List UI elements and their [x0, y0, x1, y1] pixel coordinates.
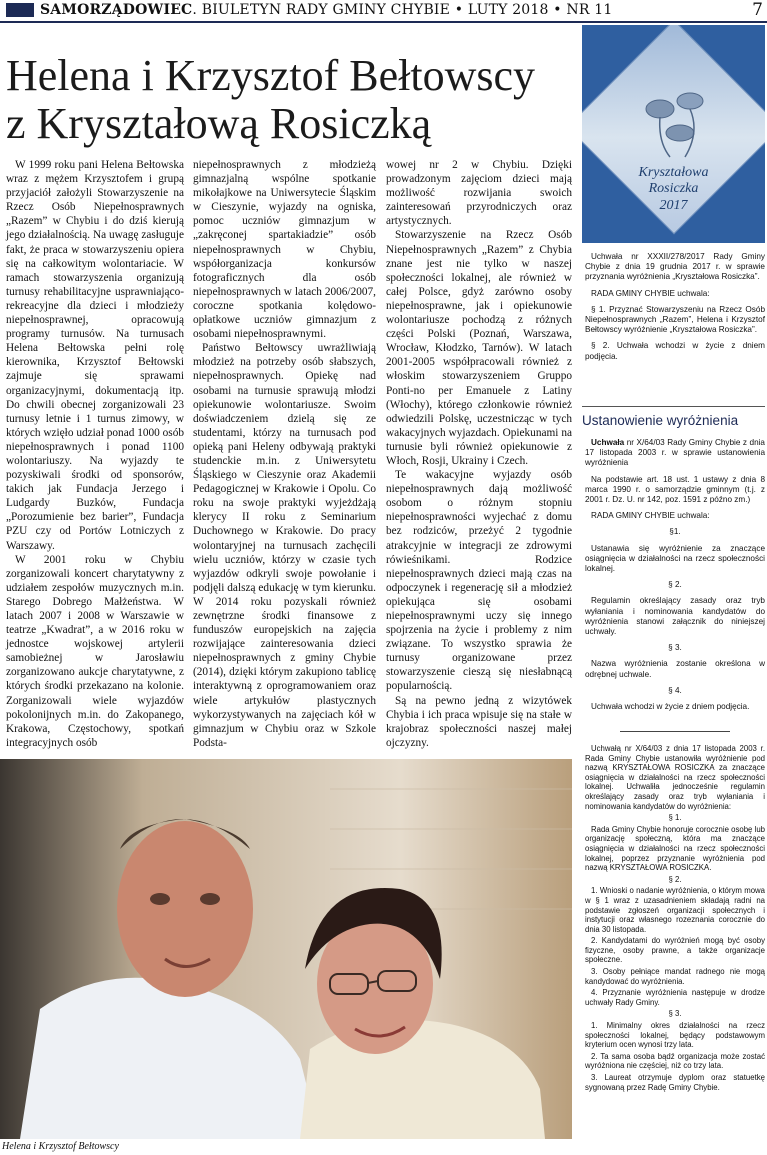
paragraph: niepełnosprawnych z młodzieżą gimnazjalną wspólne spotkanie mikołajkowe na Uniwersytecie Śląskim w Cieszynie, wyjazdy na ogniska, pomoc uczniów gimnazjum w „zakręconej spartakiadzie” osób niepełnosprawnych w Chybiu, współorganizacja konkursów fotograficznych dla osób niepełnosprawnych w latach 2006/2007, coroczne spotkania kolędowo-opłatkowe uczniów gimnazjum z osobami niepełnosprawnymi.: [193, 159, 376, 341]
header-rule: [0, 21, 767, 23]
resolution-council: RADA GMINY CHYBIE uchwala:: [591, 288, 710, 298]
regulations: [585, 744, 765, 1094]
resolution-2017: [585, 252, 765, 368]
section-text: Uchwała wchodzi w życie z dniem podjęcia.: [591, 702, 750, 712]
regulation-text: Rada Gminy Chybie honoruje corocznie osobę lub organizację społeczną, która ma znaczące osiągnięcia w działalności na rzecz społeczności lokalnej, poprzez przyznanie wyróżnienia pod nazwą KRYSZTAŁOWA ROSICZKA.: [585, 824, 765, 873]
section-mark: § 2.: [668, 580, 682, 590]
section-mark: § 1.: [668, 813, 682, 823]
section-mark: § 3.: [668, 1009, 682, 1019]
article-headline: [6, 52, 578, 148]
resolution-intro-bold: Uchwała: [591, 438, 625, 447]
resolution-paragraph: § 1. Przyznać Stowarzyszeniu na Rzecz Osób Niepełnosprawnych „Razem”, Helena i Krzysztof Bełtowscy wyróżnienie „Kryształowa Rosiczka”.: [585, 304, 765, 335]
section-mark: § 3.: [668, 643, 682, 653]
resolution-basis: Na podstawie art. 18 ust. 1 ustawy z dnia 8 marca 1990 r. o samorządzie gminnym (t.j. z 2001 r. Dz. U. nr 142, poz. 1591 z późno zm.): [585, 474, 765, 505]
section-mark: § 4.: [668, 685, 682, 695]
paragraph: W 1999 roku pani Helena Bełtowska wraz z mężem Krzysztofem i grupą przyjaciół założyli Stowarzyszenie na Rzecz Osób Niepełnosprawnych „Razem” w Chybiu i do dziś kierują jego działalnością. Na uwagę zasługuje fakt, że praca w stowarzyszeniu opiera się na całkowitym wolontariacie. W ramach stowarzyszenia organizują turnusy rehabilitacyjne usprawniająco-rekreacyjne dla dzieci i młodzieży niepełnosprawnej, opracowują programy turnusów. Na turnusach Helena Bełtowska pełni rolę kierownika, Krzysztof Bełtowski zajmuje się sprawami organizacyjnymi, dokumentacją itp. Do chwili obecnej zorganizowali 23 turnusy letnie i 1 turnus zimowy, w których wzięło udział ponad 1000 osób niepełnosprawnych i ponad 1100 wolontariuszy. Na wyjazdy te pozyskiwali środki od sponsorów, takich jak Fundacja Jerzego i Ludgardy Buzków, Fundacja „Porozumienie bez barier”, Fundacja PZU czy od Portów Lotniczych z Warszawy.: [6, 159, 184, 552]
publication-subtitle: . BIULETYN RADY GMINY CHYBIE • LUTY 2018 • NR 11: [192, 2, 613, 18]
sidebar-section-title: Ustanowienie wyróżnienia: [582, 413, 739, 428]
regulation-text: 3. Laureat otrzymuje dyplom oraz statuetkę sygnowaną przez Radę Gminy Chybie.: [585, 1073, 765, 1092]
paragraph: Stowarzyszenie na Rzecz Osób Niepełnosprawnych „Razem” z Chybia znane jest nie tylko w naszej społeczności lokalnej, ale również w całej Polsce, gdyż zarówno osoby niepełnosprawne, jak i opiekunowie wolontariusze pochodzą z różnych części Polski (Poznań, Warszawa, Wrocław, Kłodzko, Tarnów). W latach 2001-2005 współpracowali również z włoskim stowarzyszeniem Gruppo Ponti-no per Emanuele z Latiny (Włochy), którego członkowie również odwiedzili Polskę, uczestnicząc w tych wakacyjnych wyjazdach. Opiekunami na turnusie byli również opiekunowie z Włoch, Rosji, Ukrainy i Czech.: [386, 229, 572, 467]
running-title: [40, 2, 612, 18]
photo-illustration: [0, 759, 572, 1139]
sidebar-divider: [582, 406, 765, 407]
resolution-intro: [585, 438, 765, 469]
section-text: Regulamin określający zasady oraz tryb wyłaniania i nominowania kandydatów do wyróżnienia stanowi załącznik do niniejszej uchwały.: [585, 596, 765, 637]
logo-year: 2017: [659, 198, 688, 213]
publication-brand: SAMORZĄDOWIEC: [40, 2, 193, 18]
regulation-text: 4. Przyznanie wyróżnienia następuje w drodze uchwały Rady Gminy.: [585, 988, 765, 1007]
page-number: 7: [752, 0, 763, 20]
sidebar-separator: [620, 731, 730, 732]
logo-text-line-1: Kryształowa: [638, 165, 709, 180]
section-text: Ustanawia się wyróżnienie za znaczące osiągnięcia w działalności na rzecz społeczności lokalnej.: [585, 543, 765, 574]
paragraph: Są na pewno jedną z wizytówek Chybia i ich praca wpisuje się na stałe w krajobraz społeczności naszej małej ojczyzny.: [386, 694, 572, 749]
paragraph: Państwo Bełtowscy uwrażliwiają młodzież na potrzeby osób słabszych, niepełnosprawnych. Opiekę nad osobami na turnusie sprawują młodzi opiekunowie wolontariusze. Swoim doświadczeniem dzielą się ze studentami, którzy na turnusach pod opieką pani Heleny odbywają praktyki studenckie m.in. z Uniwersytetu Śląskiego w Cieszynie oraz Akademii Pedagogicznej w Krakowie i Opolu. Co roku na swoje praktyki wyjeżdżają klerycy II roku z Seminarium Duchownego w Krakowie. Do pracy wolontaryjnej na turnusach zachęcili wielu uczniów, którzy w czasie tych wyjazdów odkryli swoje powołanie i podjęli dalszą edukację w tym kierunku. W 2014 roku pozyskali również zewnętrzne środki finansowe z funduszów europejskich na zajęcia rozwijające zainteresowania dzieci niepełnosprawnych z gminy Chybie (2014), dzięki którym zakupiono tablicę interaktywną z oprogramowaniem oraz wiele artykułów plastycznych wykorzystywanych na zajęciach kół w gimnazjum w Chybiu oraz w Szkole Podsta-: [193, 342, 376, 749]
article-column-1: [6, 158, 184, 750]
paragraph: wowej nr 2 w Chybiu. Dzięki prowadzonym zajęciom dzieci mają możliwość rozwijania swoich zainteresowań przyrodniczych oraz artystycznych.: [386, 159, 572, 228]
header-accent-bar: [6, 3, 34, 17]
resolution-paragraph: § 2. Uchwała wchodzi w życie z dniem podjęcia.: [585, 341, 765, 361]
resolution-heading: Uchwała nr XXXII/278/2017 Rady Gminy Chybie z dnia 19 grudnia 2017 r. w sprawie przyznania wyróżnienia „Kryształowa Rosiczka”.: [585, 252, 765, 282]
regulation-text: 1. Wnioski o nadanie wyróżnienia, o którym mowa w § 1 wraz z uzasadnieniem składają radni na podstawie zgłoszeń organizacji społecznych i instytucji oraz własnego rozeznania corocznie do dnia 30 listopada.: [585, 886, 765, 934]
section-text: Nazwa wyróżnienia zostanie określona w odrębnej uchwale.: [585, 659, 765, 679]
logo-text-line-2: Rosiczka: [648, 181, 699, 196]
headline-line-1: Helena i Krzysztof Bełtowscy: [6, 51, 536, 100]
photo-caption: Helena i Krzysztof Bełtowscy: [2, 1141, 119, 1152]
sundew-flower-icon: [630, 87, 720, 161]
paragraph: Te wakacyjne wyjazdy osób niepełnosprawnych dają możliwość osobom o różnym stopniu niepełnosprawności wyjechać z domu bez rodziców, przeżyć 2 tygodnie atrakcyjnie w integracji ze zdrowymi rówieśnikami. Rodzice niepełnosprawnych dzieci mają czas na odpoczynek i regenerację sił a młodzież opiekująca się osobami niepełnosprawnymi uczy się innego spojrzenia na życie i problemy z nim związane. To wszystko sprawia że turnusy organizowane przez stowarzyszenie cieszą się niesłabnącą popularnością.: [386, 469, 572, 693]
resolution-council: RADA GMINY CHYBIE uchwala:: [591, 511, 710, 521]
section-mark: §1.: [669, 527, 681, 537]
couple-photo: [0, 759, 572, 1139]
regulation-text: Uchwałą nr X/64/03 z dnia 17 listopada 2003 r. Rada Gminy Chybie ustanowiła wyróżnienie pod nazwą KRYSZTAŁOWA ROSICZKA za znaczące osiągnięcia w działalności na rzecz społeczności lokalnej. Uchwaliła jednocześnie regulamin określający zasady oraz tryb wyłaniania i nominowania kandydatów do wyróżnienia:: [585, 744, 765, 811]
article-column-3: [386, 158, 572, 750]
headline-line-2: z Kryształową Rosiczką: [6, 99, 432, 148]
resolution-2003: [585, 438, 765, 718]
regulation-text: 2. Kandydatami do wyróżnień mogą być osoby fizyczne, osoby prawne, a także organizacje społeczne.: [585, 936, 765, 965]
page-header: [0, 0, 767, 22]
resolution-intro-text: nr X/64/03 Rady Gminy Chybie z dnia 17 listopada 2003 r. w sprawie ustanowienia wyróżnienia: [585, 438, 765, 468]
regulation-text: 2. Ta sama osoba bądź organizacja może zostać wyróżniona nie częściej, niż co trzy lata.: [585, 1051, 765, 1071]
award-logo: [582, 25, 765, 243]
paragraph: W 2001 roku w Chybiu zorganizowali koncert charytatywny z udziałem zespołów muzycznych m.in. Starego Dobrego Małżeństwa. W latach 2007 i 2008 w Warszawie w teatrze „Kwadrat”, a w 2016 roku w jednostce wojskowej artylerii samobieżnej w Jarosławiu zorganizowano aukcje charytatywne, z których środki przekazano na kolonie. Zorganizowali wiele wyjazdów pokolonijnych m.in. do Zakopanego, Krakowa, Częstochowy, spotkań integracyjnych osób: [6, 553, 184, 749]
section-mark: § 2.: [668, 874, 682, 884]
article-column-2: [193, 158, 376, 750]
regulation-text: 3. Osoby pełniące mandat radnego nie mogą kandydować do wyróżnienia.: [585, 967, 765, 986]
regulation-text: 1. Minimalny okres działalności na rzecz społeczności lokalnej, będący podstawowym kryterium ocen wynosi trzy lata.: [585, 1021, 765, 1050]
